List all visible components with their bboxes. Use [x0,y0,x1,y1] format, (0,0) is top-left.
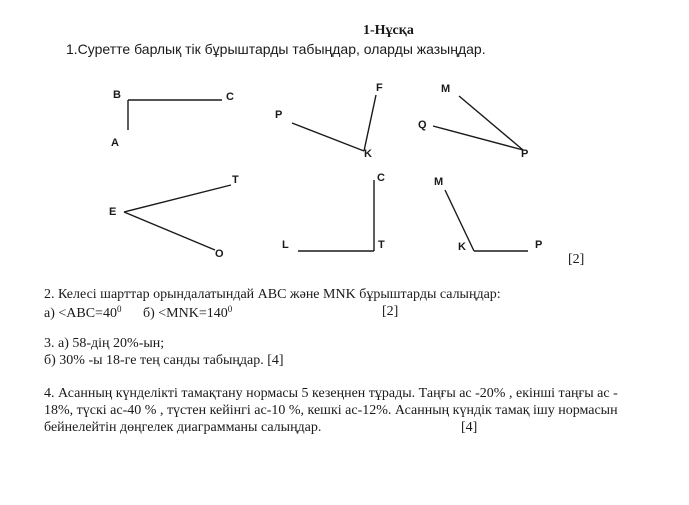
task3-line1: 3. а) 58-дің 20%-ын; [44,336,165,351]
label-t2: T [378,239,385,251]
ray-eo [124,212,215,250]
label-o: O [215,248,224,260]
ray-kf [364,95,376,151]
label-p2: P [521,148,529,160]
task2-a: $а) <ABC=40^0$ [44,304,122,321]
label-p3: P [535,239,543,251]
ray-et [124,185,231,212]
task4-line3: бейнелейтін дөңгелек диаграмманы салыңдар. [44,420,322,435]
label-f: F [376,82,383,94]
label-q: Q [418,119,427,131]
ray-kp [292,123,364,151]
label-t1: T [232,174,239,186]
label-l: L [282,239,289,251]
variant-title: 1-Нұсқа [363,23,414,38]
label-k1: K [364,148,372,160]
task4-line1: 4. Асанның күнделікті тамақтану нормасы 5 кезеңнен тұрады. Таңғы ас -20% , екінші таңғы ас - [44,386,618,401]
label-p1: P [275,109,283,121]
label-k2: K [458,241,466,253]
task1-text: 1.Суретте барлық тік бұрыштарды табыңдар, оларды жазыңдар. [66,41,486,57]
label-c: C [226,91,234,103]
label-a: A [111,137,119,149]
label-c2: C [377,172,385,184]
label-b: B [113,89,121,101]
label-e: E [109,206,117,218]
task3-line2: б) 30% -ы 18-ге тең санды табыңдар. [4] [44,353,284,368]
task2-b: $б) <MNK=140^0$ [143,304,233,321]
task2-score: [2] [382,304,399,319]
task4-score: [4] [461,420,478,435]
label-m2: M [434,176,444,188]
label-m1: M [441,83,451,95]
task4-line2: 18%, түскі ас-40 % , түстен кейінгі ас-10 %, кешкі ас-12%. Асанның күндік тамақ ішу нормасын [44,403,618,418]
task1-score: [2] [568,252,585,267]
task2-line1: 2. Келесі шарттар орындалатындай ABC және MNK бұрыштарды салыңдар: [44,287,501,302]
